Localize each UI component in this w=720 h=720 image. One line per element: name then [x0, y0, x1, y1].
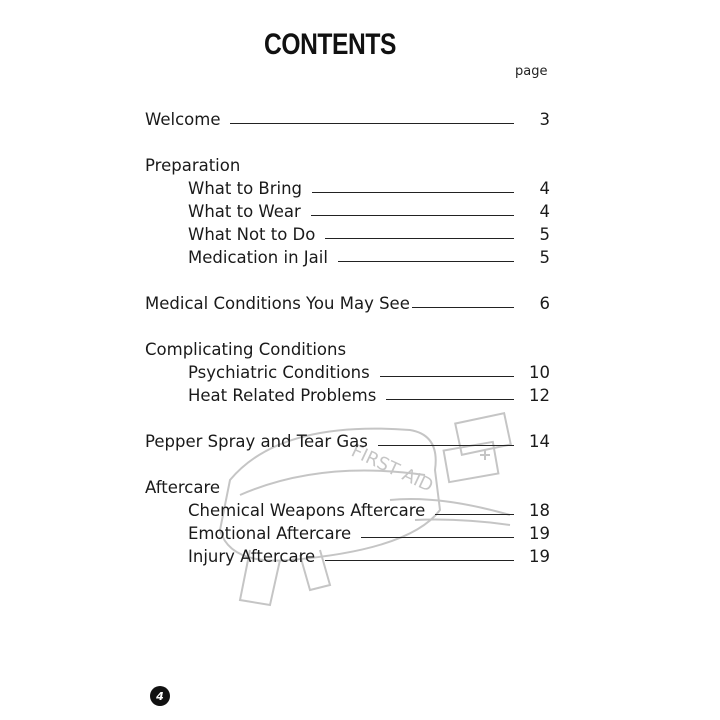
toc-section-aftercare	[145, 475, 550, 497]
leader-line	[412, 307, 514, 308]
toc-page-number: 19	[529, 524, 550, 543]
leader-line	[386, 399, 514, 400]
toc-entry-label: What to Wear	[188, 202, 301, 221]
toc-page-number: 19	[529, 547, 550, 566]
toc-page-number: 14	[529, 432, 550, 451]
toc-entry-label: Medication in Jail	[188, 248, 328, 267]
toc-page-number: 18	[529, 501, 550, 520]
toc-entry-label: What Not to Do	[188, 225, 316, 244]
toc-page-number: 6	[539, 294, 550, 313]
toc-section-label: Aftercare	[145, 478, 221, 497]
toc-entry-label: Welcome	[145, 110, 221, 129]
toc-entry-psychiatric-conditions[interactable]	[188, 360, 550, 382]
toc-entry-label: Medical Conditions You May See	[145, 294, 410, 313]
toc-page-number: 10	[529, 363, 550, 382]
toc-entry-label: Injury Aftercare	[188, 547, 316, 566]
toc-entry-label: Chemical Weapons Aftercare	[188, 501, 426, 520]
toc-entry-medication-in-jail[interactable]	[188, 245, 550, 267]
toc-entry-label: Pepper Spray and Tear Gas	[145, 432, 368, 451]
leader-line	[338, 261, 514, 262]
leader-line	[312, 192, 514, 193]
toc-page-number: 12	[529, 386, 550, 405]
toc-page-number: 5	[539, 248, 550, 267]
toc-entry-label: Psychiatric Conditions	[188, 363, 370, 382]
toc-entry-label: Heat Related Problems	[188, 386, 377, 405]
toc-entry-emotional-aftercare[interactable]	[188, 521, 550, 543]
page-number-badge: 4	[150, 686, 170, 706]
toc-entry-injury-aftercare[interactable]	[188, 544, 550, 566]
leader-line	[325, 560, 514, 561]
leader-line	[230, 123, 514, 124]
leader-line	[435, 514, 514, 515]
toc-entry-heat-related-problems[interactable]	[188, 383, 550, 405]
toc-entry-label: Emotional Aftercare	[188, 524, 352, 543]
toc-entry-what-not-to-do[interactable]	[188, 222, 550, 244]
toc-entry-pepper-spray[interactable]	[145, 429, 550, 451]
toc-entry-what-to-bring[interactable]	[188, 176, 550, 198]
watermark-text: FIRST AID	[347, 440, 437, 497]
toc-page-number: 4	[539, 179, 550, 198]
toc-page-number: 5	[539, 225, 550, 244]
toc-page-number: 4	[539, 202, 550, 221]
leader-line	[380, 376, 514, 377]
toc-section-preparation	[145, 153, 550, 175]
toc-section-label: Preparation	[145, 156, 241, 175]
leader-line	[378, 445, 514, 446]
toc-entry-medical-conditions[interactable]	[145, 291, 550, 313]
toc-page-number: 3	[539, 110, 550, 129]
page-column-label: page	[515, 64, 548, 79]
toc-entry-label: What to Bring	[188, 179, 303, 198]
leader-line	[325, 238, 514, 239]
leader-line	[361, 537, 514, 538]
toc-section-label: Complicating Conditions	[145, 340, 347, 359]
toc-entry-chemical-weapons-aftercare[interactable]	[188, 498, 550, 520]
contents-title: CONTENTS	[263, 28, 397, 61]
leader-line	[311, 215, 514, 216]
toc-section-complicating-conditions	[145, 337, 550, 359]
toc-entry-welcome[interactable]	[145, 107, 550, 129]
toc-entry-what-to-wear[interactable]	[188, 199, 550, 221]
